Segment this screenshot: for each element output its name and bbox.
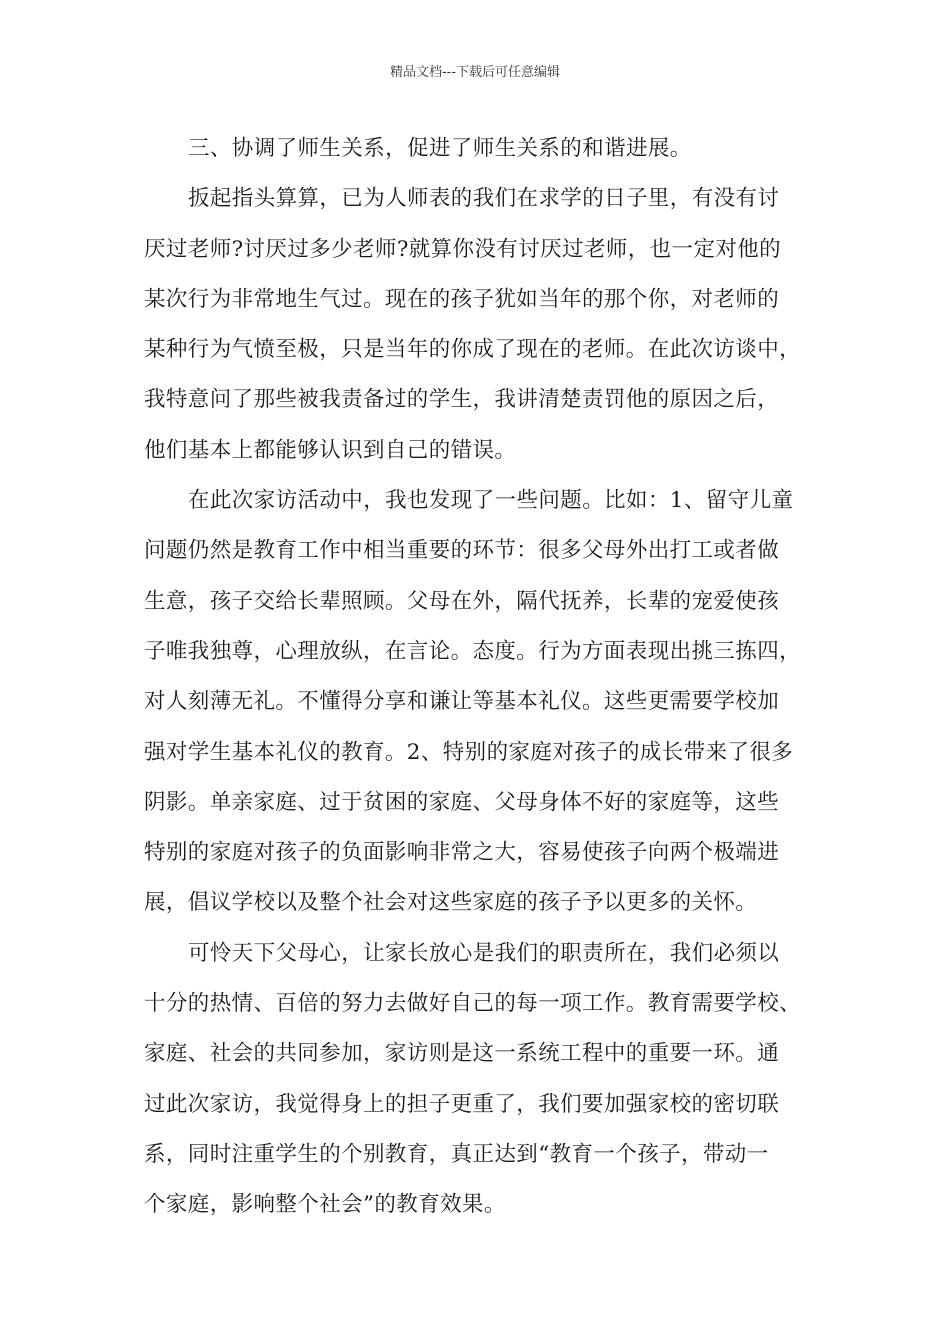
paragraph-first-line: 扳起指头算算，已为人师表的我们在求学的日子里，有没有讨: [188, 186, 780, 212]
paragraph-line: 系，同时注重学生的个别教育，真正达到“教育一个孩子，带动一: [144, 1141, 769, 1167]
paragraph-line: 问题仍然是教育工作中相当重要的环节：很多父母外出打工或者做: [144, 538, 780, 564]
paragraph-line: 我特意问了那些被我责备过的学生，我讲清楚责罚他的原因之后，: [144, 387, 780, 413]
paragraph: [144, 483, 808, 936]
paragraph-line: 强对学生基本礼仪的教育。2、特别的家庭对孩子的成长带来了很多: [144, 739, 794, 765]
paragraph-line: 某次行为非常地生气过。现在的孩子犹如当年的那个你，对老师的: [144, 286, 780, 312]
paragraph-line: 特别的家庭对孩子的负面影响非常之大，容易使孩子向两个极端进: [144, 840, 780, 866]
paragraph-first-line: 三、协调了师生关系，促进了师生关系的和谐进展。: [188, 136, 692, 161]
paragraph-first-line: 在此次家访活动中，我也发现了一些问题。比如：1、留守儿童: [188, 488, 794, 514]
paragraph-line: 某种行为气愤至极，只是当年的你成了现在的老师。在此次访谈中，: [144, 337, 802, 363]
paragraph-line: 十分的热情、百倍的努力去做好自己的每一项工作。教育需要学校、: [144, 991, 802, 1017]
paragraph: [144, 936, 808, 1238]
paragraph-line: 厌过老师?讨厌过多少老师?就算你没有讨厌过老师，也一定对他的: [144, 236, 782, 262]
paragraph-line: 生意，孩子交给长辈照顾。父母在外，隔代抚养，长辈的宠爱使孩: [144, 588, 780, 614]
paragraph: [144, 131, 808, 181]
paragraph-line: 展，倡议学校以及整个社会对这些家庭的孩子予以更多的关怀。: [144, 890, 758, 916]
paragraph-line: 过此次家访，我觉得身上的担子更重了，我们要加强家校的密切联: [144, 1091, 780, 1117]
paragraph: [144, 181, 808, 483]
paragraph-line: 阴影。单亲家庭、过于贫困的家庭、父母身体不好的家庭等，这些: [144, 789, 780, 815]
paragraph-line: 个家庭，影响整个社会”的教育效果。: [144, 1192, 506, 1218]
paragraph-line: 他们基本上都能够认识到自己的错误。: [144, 437, 517, 463]
paragraph-line: 家庭、社会的共同参加，家访则是这一系统工程中的重要一环。通: [144, 1041, 780, 1067]
body-text: [144, 131, 808, 1238]
paragraph-line: 对人刻薄无礼。不懂得分享和谦让等基本礼仪。这些更需要学校加: [144, 689, 780, 715]
page-header: 精品文档---下载后可任意编辑: [389, 65, 561, 80]
paragraph-line: 子唯我独尊，心理放纵，在言论。态度。行为方面表现出挑三拣四，: [144, 638, 802, 664]
paragraph-first-line: 可怜天下父母心，让家长放心是我们的职责所在，我们必须以: [188, 940, 780, 966]
